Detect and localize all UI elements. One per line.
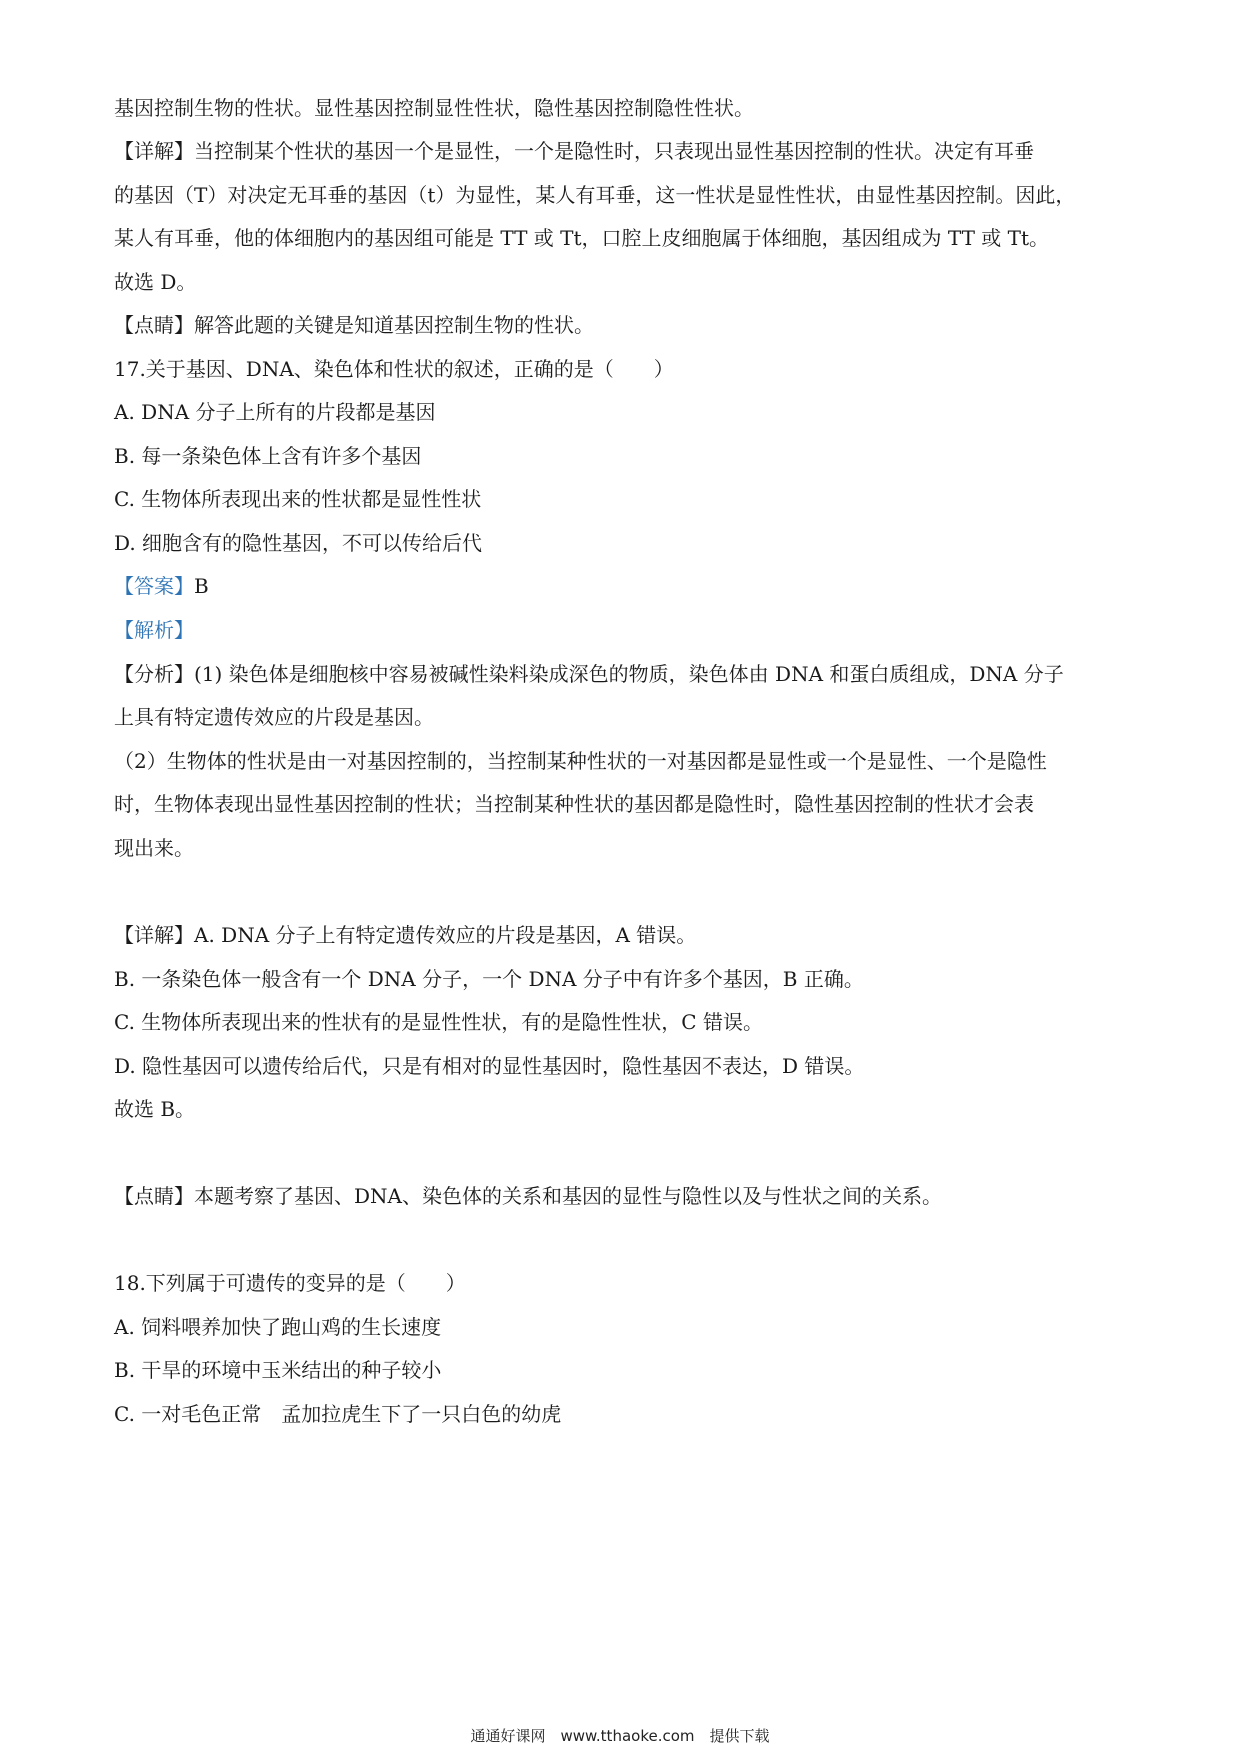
q17-option-a: A. DNA 分子上所有的片段都是基因 (114, 400, 436, 424)
answer-label: 【答案】 (114, 574, 194, 598)
q16-detail-line-2: 的基因（T）对决定无耳垂的基因（t）为显性，某人有耳垂，这一性状是显性性状，由显性基因控制。因此， (114, 183, 1076, 207)
q17-conclusion: 故选 B。 (114, 1097, 196, 1121)
q17-option-c: C. 生物体所表现出来的性状都是显性性状 (114, 487, 482, 511)
q17-point: 【点睛】本题考察了基因、DNA、染色体的关系和基因的显性与隐性以及与性状之间的关系。 (114, 1184, 942, 1208)
q16-point: 【点睛】解答此题的关键是知道基因控制生物的性状。 (114, 313, 594, 337)
page-footer: 通通好课网 www.tthaoke.com 提供下载 (470, 1727, 770, 1745)
q17-question: 17.关于基因、DNA、染色体和性状的叙述，正确的是（ ） (114, 357, 674, 381)
q16-note-tail: 基因控制生物的性状。显性基因控制显性性状，隐性基因控制隐性性状。 (114, 96, 754, 120)
q17-detail-d: D. 隐性基因可以遗传给后代，只是有相对的显性基因时，隐性基因不表达，D 错误。 (114, 1054, 865, 1078)
q17-analysis-line-5: 现出来。 (114, 836, 194, 860)
q17-option-d: D. 细胞含有的隐性基因，不可以传给后代 (114, 531, 483, 555)
q17-answer (114, 572, 1130, 600)
q17-analysis-label: 【解析】 (114, 618, 194, 642)
q18-option-a: A. 饲料喂养加快了跑山鸡的生长速度 (114, 1315, 442, 1339)
q18-option-c: C. 一对毛色正常 孟加拉虎生下了一只白色的幼虎 (114, 1402, 562, 1426)
q16-conclusion: 故选 D。 (114, 270, 197, 294)
answer-value: B (194, 574, 209, 598)
q17-analysis-line-4: 时，生物体表现出显性基因控制的性状；当控制某种性状的基因都是隐性时，隐性基因控制的性状才会表 (114, 792, 1034, 816)
q17-analysis-line-3: （2）生物体的性状是由一对基因控制的，当控制某种性状的一对基因都是显性或一个是显性、一个是隐性 (114, 749, 1047, 773)
q18-question: 18.下列属于可遗传的变异的是（ ） (114, 1271, 466, 1295)
q17-detail-a: 【详解】A. DNA 分子上有特定遗传效应的片段是基因，A 错误。 (114, 923, 697, 947)
q17-analysis-line-1: 【分析】(1) 染色体是细胞核中容易被碱性染料染成深色的物质，染色体由 DNA 和蛋白质组成，DNA 分子 (114, 662, 1064, 686)
q17-detail-c: C. 生物体所表现出来的性状有的是显性性状，有的是隐性性状，C 错误。 (114, 1010, 763, 1034)
q17-option-b: B. 每一条染色体上含有许多个基因 (114, 444, 422, 468)
q17-detail-b: B. 一条染色体一般含有一个 DNA 分子，一个 DNA 分子中有许多个基因，B 正确。 (114, 967, 864, 991)
q18-option-b: B. 干旱的环境中玉米结出的种子较小 (114, 1358, 442, 1382)
q16-detail-line-3: 某人有耳垂，他的体细胞内的基因组可能是 TT 或 Tt，口腔上皮细胞属于体细胞，基因组成为 TT 或 Tt。 (114, 226, 1049, 250)
q17-analysis-line-2: 上具有特定遗传效应的片段是基因。 (114, 705, 434, 729)
q16-detail-line-1: 【详解】当控制某个性状的基因一个是显性，一个是隐性时，只表现出显性基因控制的性状。决定有耳垂 (114, 139, 1034, 163)
